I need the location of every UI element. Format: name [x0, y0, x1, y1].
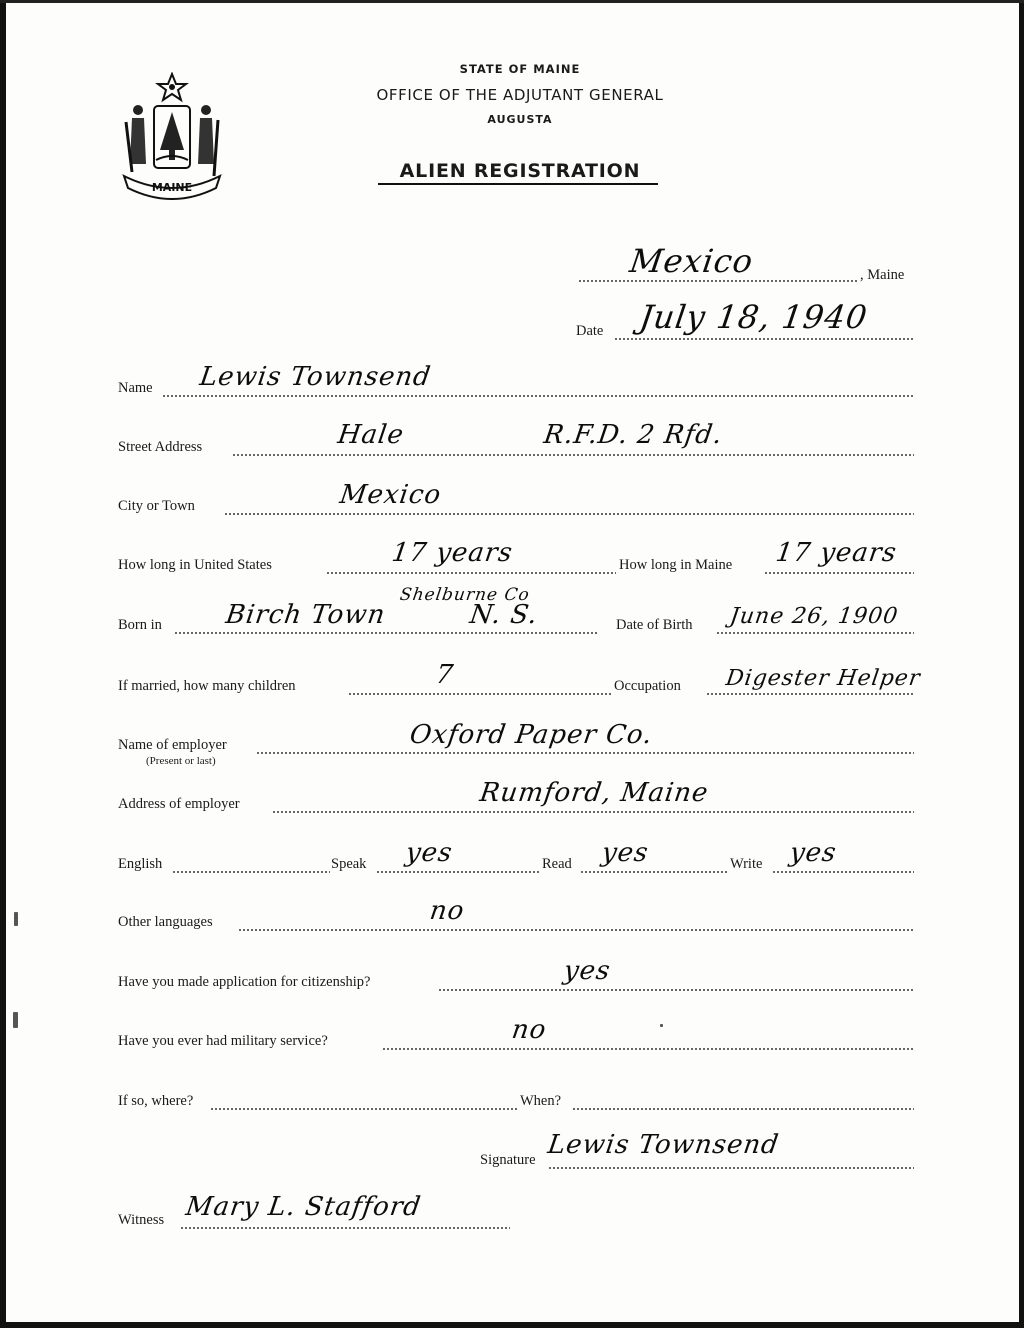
born-province-value: N. S. [467, 600, 540, 630]
years-maine-value: 17 years [773, 538, 899, 568]
employer-line [256, 752, 914, 754]
citizenship-value: yes [561, 956, 613, 986]
scan-edge-left [0, 0, 6, 1328]
title-underline [378, 183, 658, 185]
date-label: Date [576, 323, 604, 339]
read-label: Read [542, 856, 572, 872]
military-line [382, 1048, 914, 1050]
header-state: STATE OF MAINE [459, 62, 581, 76]
speak-label: Speak [331, 856, 367, 872]
scan-speck [13, 1012, 18, 1028]
years-us-line [326, 572, 616, 574]
children-line [348, 693, 612, 695]
scan-edge-top [0, 0, 1024, 3]
citizenship-line [438, 989, 914, 991]
children-label: If married, how many children [118, 678, 296, 694]
occupation-value: Digester Helper [724, 666, 923, 691]
street-line [232, 454, 914, 456]
speak-value: yes [403, 838, 455, 868]
dob-line [716, 632, 914, 634]
other-languages-label: Other languages [118, 914, 213, 930]
english-line [172, 871, 330, 873]
other-languages-value: no [427, 896, 467, 926]
born-in-label: Born in [118, 617, 162, 633]
date-line [614, 338, 914, 340]
name-value: Lewis Townsend [197, 362, 434, 392]
born-county-note: Shelburne Co [398, 585, 532, 605]
town-value: Mexico [627, 242, 756, 280]
signature-label: Signature [480, 1152, 536, 1168]
dob-label: Date of Birth [616, 617, 693, 633]
write-line [772, 871, 914, 873]
header-office: OFFICE OF THE ADJUTANT GENERAL [376, 86, 664, 104]
street-value: Hale [335, 420, 406, 450]
read-line [580, 871, 728, 873]
speak-line [376, 871, 540, 873]
children-value: 7 [433, 660, 456, 690]
street-rfd-value: R.F.D. 2 Rfd. [541, 420, 725, 450]
name-label: Name [118, 380, 153, 396]
dob-value: June 26, 1900 [728, 604, 900, 629]
years-us-label: How long in United States [118, 557, 272, 573]
employer-address-line [272, 811, 914, 813]
witness-value: Mary L. Stafford [183, 1192, 424, 1222]
maine-seal-icon [118, 72, 226, 200]
city-label: City or Town [118, 498, 195, 514]
witness-line [180, 1227, 510, 1229]
city-line [224, 513, 914, 515]
maine-label: , Maine [860, 267, 905, 283]
employer-note: (Present or last) [146, 755, 216, 767]
military-value: no [509, 1015, 549, 1045]
date-value: July 18, 1940 [637, 298, 871, 336]
years-us-value: 17 years [389, 538, 515, 568]
when-label: When? [520, 1093, 562, 1109]
employer-value: Oxford Paper Co. [407, 720, 655, 750]
write-value: yes [787, 838, 839, 868]
born-in-value: Birch Town [223, 600, 388, 630]
name-line [162, 395, 914, 397]
street-label: Street Address [118, 439, 203, 455]
where-label: If so, where? [118, 1093, 194, 1109]
where-line [210, 1108, 518, 1110]
scan-speck [660, 1024, 663, 1027]
employer-label: Name of employer [118, 737, 227, 753]
witness-label: Witness [118, 1212, 165, 1228]
years-maine-line [764, 572, 914, 574]
scan-edge-right [1019, 0, 1024, 1328]
town-line [578, 280, 858, 282]
born-in-line [174, 632, 598, 634]
when-line [572, 1108, 914, 1110]
employer-address-value: Rumford, Maine [477, 778, 711, 808]
scan-edge-bottom [0, 1322, 1024, 1328]
write-label: Write [730, 856, 763, 872]
read-value: yes [599, 838, 651, 868]
citizenship-label: Have you made application for citizenship? [118, 974, 371, 990]
header-city: AUGUSTA [487, 113, 553, 126]
other-languages-line [238, 929, 914, 931]
signature-line [548, 1167, 914, 1169]
signature-value: Lewis Townsend [545, 1130, 782, 1160]
employer-address-label: Address of employer [118, 796, 240, 812]
military-label: Have you ever had military service? [118, 1033, 328, 1049]
scan-speck [14, 912, 18, 926]
years-maine-label: How long in Maine [619, 557, 733, 573]
english-label: English [118, 856, 163, 872]
form-title: ALIEN REGISTRATION [399, 160, 641, 182]
city-value: Mexico [337, 480, 444, 510]
svg-text:MAINE: MAINE [151, 181, 193, 194]
occupation-label: Occupation [614, 678, 681, 694]
